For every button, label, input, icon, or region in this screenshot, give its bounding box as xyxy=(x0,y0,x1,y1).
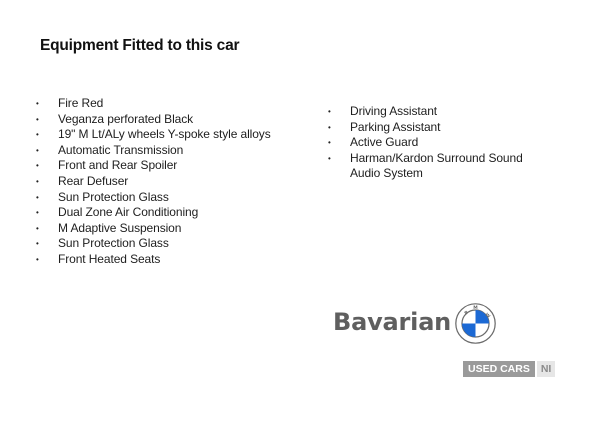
bullet-icon: • xyxy=(36,208,39,218)
svg-text:B: B xyxy=(464,310,470,317)
equipment-item-label: Active Guard xyxy=(350,135,419,150)
equipment-item xyxy=(36,190,296,206)
equipment-item xyxy=(36,127,296,143)
equipment-item-label: Front and Rear Spoiler xyxy=(58,158,178,173)
equipment-item xyxy=(328,151,528,182)
bullet-icon: • xyxy=(328,122,331,132)
used-cars-badge xyxy=(463,361,555,377)
bullet-icon: • xyxy=(36,99,39,108)
bullet-icon: • xyxy=(36,176,39,186)
bullet-icon: • xyxy=(36,254,39,264)
equipment-item xyxy=(36,96,296,112)
page-title: Equipment Fitted to this car xyxy=(40,37,240,54)
equipment-item xyxy=(36,143,296,159)
equipment-item xyxy=(36,174,296,190)
bmw-roundel-icon xyxy=(455,303,496,344)
bullet-icon: • xyxy=(36,223,39,233)
equipment-item-label: Dual Zone Air Conditioning xyxy=(58,205,199,220)
equipment-item xyxy=(36,252,296,268)
bullet-icon: • xyxy=(36,239,39,249)
equipment-item xyxy=(36,221,296,237)
equipment-item xyxy=(36,112,296,128)
equipment-item-label: Sun Protection Glass xyxy=(58,236,169,251)
equipment-item-label: Driving Assistant xyxy=(350,104,437,118)
dealer-wordmark: Bavarian xyxy=(333,308,452,336)
used-cars-region: NI xyxy=(537,361,556,377)
equipment-list-right xyxy=(328,104,528,182)
equipment-item-label: 19" M Lt/ALy wheels Y-spoke style alloys xyxy=(58,127,271,142)
equipment-item-label: Rear Defuser xyxy=(58,173,129,188)
used-cars-label: USED CARS xyxy=(463,361,535,377)
equipment-item-label: Parking Assistant xyxy=(350,119,441,134)
equipment-item xyxy=(36,205,296,221)
equipment-item-label: Automatic Transmission xyxy=(58,142,184,157)
bullet-icon: • xyxy=(36,145,39,155)
equipment-item xyxy=(328,120,528,136)
bullet-icon: • xyxy=(36,114,39,124)
equipment-list-left xyxy=(36,96,296,268)
equipment-item-label: Veganza perforated Black xyxy=(58,111,194,126)
svg-text:M: M xyxy=(473,306,478,312)
equipment-item-label: M Adaptive Suspension xyxy=(58,220,182,235)
svg-text:W: W xyxy=(483,312,491,320)
equipment-item-label: Sun Protection Glass xyxy=(58,189,169,204)
bullet-icon: • xyxy=(328,107,331,116)
dealer-brand xyxy=(333,306,491,336)
equipment-item xyxy=(328,135,528,151)
bullet-icon: • xyxy=(328,153,331,163)
equipment-item xyxy=(328,104,528,120)
bullet-icon: • xyxy=(328,138,331,148)
equipment-item xyxy=(36,158,296,174)
bullet-icon: • xyxy=(36,161,39,171)
bullet-icon: • xyxy=(36,130,39,140)
equipment-item xyxy=(36,236,296,252)
equipment-item-label: Fire Red xyxy=(58,96,104,110)
equipment-item-label: Front Heated Seats xyxy=(58,251,161,266)
equipment-item-label: Harman/Kardon Surround Sound Audio System xyxy=(350,150,523,181)
bullet-icon: • xyxy=(36,192,39,202)
